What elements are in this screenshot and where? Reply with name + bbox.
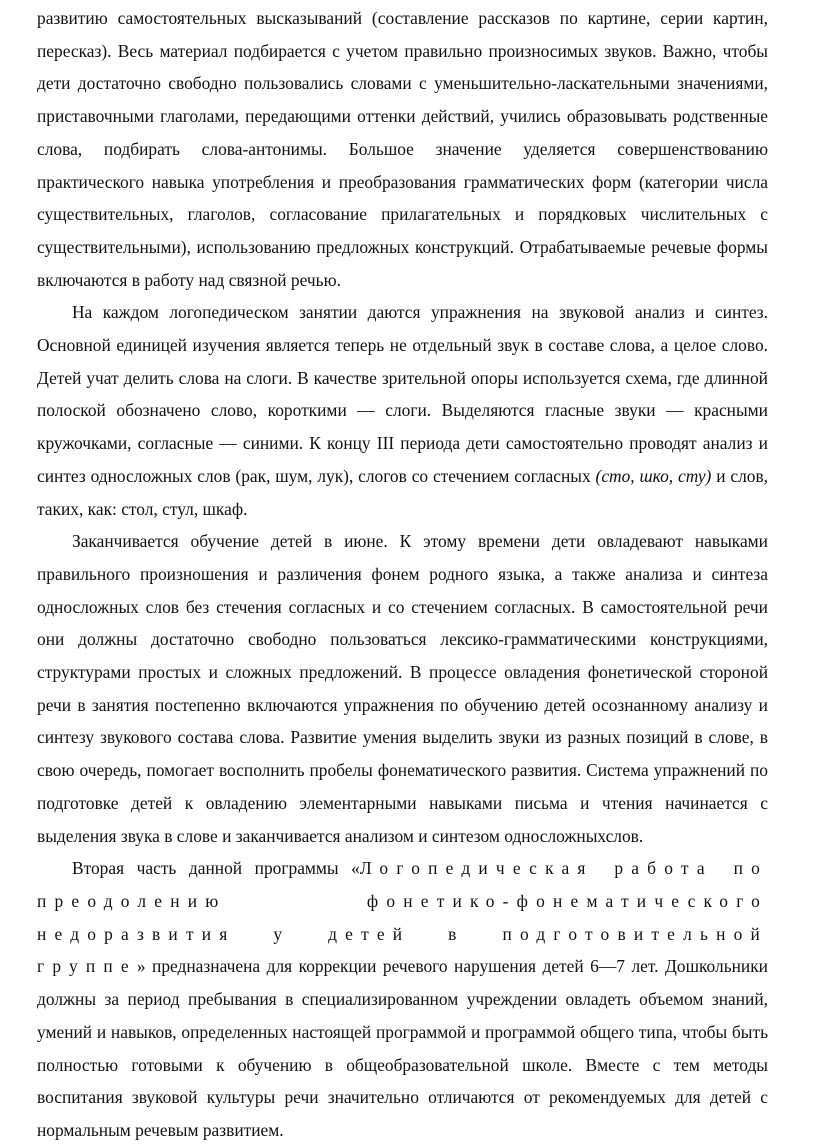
paragraph-text: » предназначена для коррекции речевого нарушения детей 6—7 лет. Дошкольники должны за период пребывания в специализированном учреждении овладеть объемом знаний, умений и навыков, определенных настоящей программой и программой общего типа, чтобы быть полностью готовыми к обучению в общеобразовательной школе. Вместе с тем методы воспитания звуковой культуры речи значительно отличаются от рекомендуемых для детей с нормальным речевым развитием.	[37, 956, 768, 1140]
paragraph-text: На каждом логопедическом занятии даются упражнения на звуковой анализ и синтез. Основной единицей изучения является теперь не отдельный звук в составе слова, а целое слово. Детей учат делить слова на слоги. В качестве зрительной опоры используется схема, где длинной полоской обозначено слово, короткими — слоги. Выделяются гласные звуки — красными кружочками, согласные — синими. К концу III периода дети самостоятельно проводят анализ и синтез односложных слов (рак, шум, лук), слогов со стечением согласных	[37, 302, 768, 486]
paragraph-text: Заканчивается обучение детей в июне. К этому времени дети овладевают навыками правильного произношения и различения фонем родного языка, а также анализа и синтеза односложных слов без стечения согласных и со стечением согласных. В самостоятельной речи они должны достаточно свободно пользоваться лексико-грамматическими конструкциями, структурами простых и сложных предложений. В процессе овладения фонетической стороной речи в занятия постепенно включаются упражнения по обучению детей осознанному анализу и синтезу звукового состава слова. Развитие умения выделить звуки из разных позиций в слове, в свою очередь, помогает восполнить пробелы фонематического развития. Система упражнений по подготовке детей к овладению элементарными навыками письма и чтения начинается с выделения звука в слове и заканчивается анализом и синтезом односложныхслов.	[37, 531, 768, 846]
paragraph-sound-analysis	[37, 296, 768, 525]
paragraph-text: и слов, таких, как: стол, стул, шкаф.	[37, 465, 768, 519]
paragraph-text: Вторая часть данной программы «	[72, 858, 360, 879]
paragraph-text: развитию самостоятельных высказываний (составление рассказов по картине, серии картин, пересказ). Весь материал подбирается с учетом правильно произносимых звуков. Важно, чтобы дети достаточно свободно пользовались словами с уменьшительно-ласкательными значениями, приставочными глаголами, передающими оттенки действий, учились образовывать родственные слова, подбирать слова-антонимы. Большое значение уделяется совершенствованию практического навыка употребления и преобразования грамматических форм (категории числа существительных, глаголов, согласование прилагательных и порядковых числительных с существительными), использованию предложных конструкций. Отрабатываемые речевые формы включаются в работу над связной речью.	[37, 8, 768, 290]
italic-syllables: (сто, шко, сту)	[595, 465, 712, 486]
program-title-spaced: Логопедическая работа по преодолению фонетико-фонематического недоразвития у детей в подготовительной группе	[37, 858, 768, 977]
paragraph-continuation	[37, 2, 768, 296]
document-body	[37, 0, 768, 1147]
paragraph-program-part-two	[37, 852, 768, 1146]
paragraph-training-end	[37, 525, 768, 852]
